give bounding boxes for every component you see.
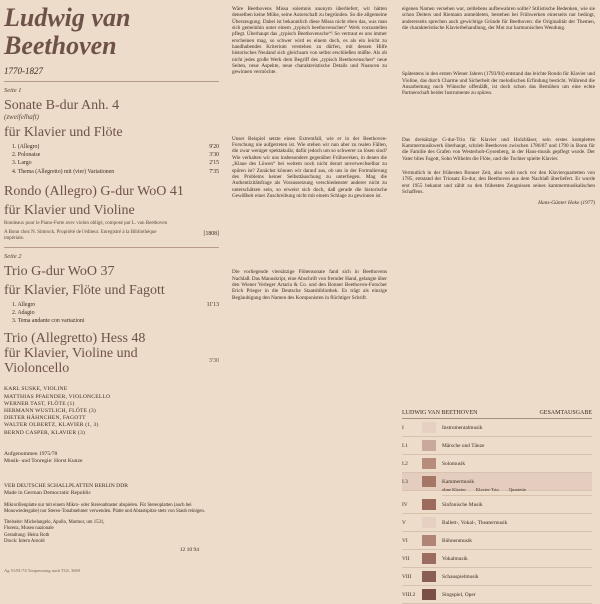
- label-block: [4, 483, 219, 497]
- credits: [4, 520, 219, 545]
- divider: [4, 247, 219, 248]
- track-name: 3. Tema andante con variazioni: [12, 318, 85, 325]
- work1-tracks: [4, 143, 219, 176]
- label-line: VEB DEUTSCHE SCHALLPLATTEN BERLIN DDR: [4, 482, 128, 489]
- tracklist-column: [4, 0, 219, 581]
- track-name: 2. Adagio: [12, 310, 35, 317]
- track-row: [4, 317, 219, 325]
- work1-title: Sonate B-dur Anh. 4: [4, 98, 120, 113]
- legend-row-label: Bühnenmusik: [442, 537, 472, 544]
- pressing-note: Ag 51/81/74 Tonpressung nach TGL 3669: [4, 568, 80, 573]
- track-row: [4, 168, 219, 176]
- legend-row: [402, 550, 592, 568]
- work4-time: 3'30: [208, 357, 219, 364]
- track-row: [4, 151, 219, 159]
- legend-row-number: I.2: [402, 460, 408, 467]
- credit-line: Druck: Intern Arnold: [4, 538, 45, 544]
- legend-row-label: Schauspielmusik: [442, 573, 479, 580]
- divider: [4, 81, 219, 82]
- label-line: Made in German Democratic Republic: [4, 489, 91, 496]
- legend-swatch: [422, 553, 436, 564]
- recording-info: [4, 451, 219, 465]
- legend-row-label: Solomusik: [442, 460, 466, 467]
- author-signature: Hans-Günter Hoke (1977): [538, 199, 595, 206]
- legend-swatch: [422, 458, 436, 469]
- performer: WERNER TAST, FLÖTE (1): [4, 400, 75, 407]
- legend-swatch: [422, 517, 436, 528]
- legend-sub-item: Quartette: [508, 487, 526, 492]
- legend-row-number: VIII.2: [402, 591, 416, 598]
- edition-legend: [402, 410, 592, 604]
- liner-notes-column-2: [402, 6, 595, 206]
- paragraph: Die vorliegende viersätzige Flötensonate fand sich in Beethovens Nachlaß. Das Manuskript, eine Abschrift von fremder Hand, gelangte über den Wiener Verleger Artaria & Co. und den Bonner Beethoven-Forscher Erich Prieger in die Deutsche Staatsbibliothek. Es trägt als einzige Beglaubigung den Namen des Komponisten in flüchtiger Schrift.: [232, 269, 387, 301]
- legend-row-number: VII: [402, 555, 410, 562]
- track-row: [4, 309, 219, 317]
- legal-text: Mikrorillenplatte nur mit einem Mikro- oder Stereoabtaster abspielen. Für Stereoplatten (auch bei Monowiedergabe) nur Stereo-Tonabnehmer verwenden. Platte und Abtastspitze stets von Staub reinigen.: [4, 502, 205, 515]
- recording-line: Musik- und Tonregie: Horst Kunze: [4, 457, 83, 464]
- legend-rows: [402, 419, 592, 604]
- legend-row-label: Ballett-, Vokal-, Theatermusik: [442, 519, 508, 526]
- performer: HERMANN WUSTLICH, FLÖTE (3): [4, 408, 96, 415]
- legend-swatch: [422, 440, 436, 451]
- legend-row-number: V: [402, 519, 406, 526]
- legend-swatch: [422, 499, 436, 510]
- legend-row: [402, 586, 592, 604]
- work2-note2: A Bonn chez N. Simrock. Propriété de l'éditeur. Enregistré à la Bibliothèque impériale.: [4, 229, 157, 241]
- track-time: 3'30: [209, 152, 219, 159]
- legend-row: [402, 419, 592, 437]
- composer-dates: 1770-1827: [4, 66, 43, 76]
- legend-swatch: [422, 476, 436, 487]
- performers-list: [4, 386, 219, 436]
- legend-swatch: [422, 589, 436, 600]
- legend-subtitle: GESAMTAUSGABE: [539, 410, 592, 416]
- work2-scoring: für Klavier und Violine: [4, 202, 135, 218]
- paragraph: Das dreisätzige G-dur-Trio für Klavier und Holzbläser, sein erstes komplettes Kammermusikwerk überhaupt, schrieb Beethoven zwischen 1786/87 und 1790 in Bonn für die Familie des Grafen von Westerholt-Gysenberg, in der Haus-musik gepflegt wurde. Der Vater blies Fagott, Sohn Wilhelm die Flöte, und die Tochter spielte Klavier.: [402, 136, 595, 162]
- side-2-label: Seite 2: [4, 252, 22, 260]
- credit-line: Gestaltung: Heinz Roth: [4, 532, 50, 538]
- legend-swatch: [422, 571, 436, 582]
- work2-note1: Rondeaux pour le Piano-Forte avec violon obligé, composé par L. van Beethoven: [4, 220, 168, 226]
- performer: BERND CASPER, KLAVIER (3): [4, 429, 86, 436]
- paragraph: Spätestens in den ersten Wiener Jahren (1793/94) entstand das leichte Rondo für Klavier und Violine, das durch Charme und Sicherheit der melodischen Erfindung besticht. Während die Ausarbeitung noch Wünsche offenläßt, ist doch schon das Bemühen um eine echte Partnerschaft beider Instrumente zu spüren.: [402, 71, 595, 97]
- legend-row-label: Instrumentalmusik: [442, 424, 483, 431]
- performer: MATTHIAS PFAENDER, VIOLONCELLO: [4, 393, 111, 400]
- work2-time: [1808]: [203, 230, 219, 237]
- work1-scoring: für Klavier und Flöte: [4, 125, 123, 140]
- legend-sub-items: [442, 487, 592, 496]
- track-time: 7'35: [209, 168, 219, 175]
- track-row: [4, 301, 219, 309]
- paragraph: eigenen Namen versehen war, zeitlebens aufbewahren sollte? Stilistische Bedenken, wie sie schon Deiters und Riemann anmeldeten, bestehen bei Frühwerken einerseits nur bedingt, andererseits sprechen auch gewichtige Gründe für Beethoven: die Originalität der Themen, die charakteristische Klavierbehandlung, der Mut zur harmonischen Wendung.: [402, 6, 595, 32]
- credit-line: Titelseite: Michelangelo, Apollo, Marmor, um 1531,: [4, 520, 105, 526]
- track-name: 4. Thema (Allegretto) mit (vier) Variationen: [12, 168, 115, 175]
- legend-row: [402, 437, 592, 455]
- track-name: 1. (Allegro): [12, 144, 40, 150]
- legend-swatch: [422, 422, 436, 433]
- legend-row-number: I.3: [402, 478, 408, 485]
- track-time: 9'20: [209, 144, 219, 150]
- track-row: [4, 159, 219, 167]
- legend-row-number: IV: [402, 501, 408, 508]
- side-1-label: Seite 1: [4, 87, 22, 94]
- legend-title: LUDWIG VAN BEETHOVEN: [402, 410, 478, 416]
- paragraph: Wäre Beethovens Missa solemnis anonym überliefert, wir hätten denselben keine Mühe, seine Autorschaft zu begründen. So die allgemeine Überzeugung. Dabei ist bekanntlich diese Missa nicht eben das, was man sich gemeinhin unter einem „typisch beethovenschen“ Werk vorzustellen pflegt. Überhaupt das „typisch Beethovensche“! So vertraut es uns immer erscheinen mag, so schwer wird es einem doch, es als ein leicht zu handhabendes Kriterium verstehen zu dürfen, mit dessen Hilfe historisches Neuland sich gleichsam von selbst erschließen müßte. Als ob nicht jedes große Werk dem Begriff des „typisch Beethovenschen“ neue Seiten, neue Aspekte, neue charakteristische Details und Nuancen zu gewinnen vermöchte.: [232, 6, 387, 76]
- legend-sub-item: Klavier-Trio: [475, 487, 499, 492]
- work2-title: Rondo (Allegro) G-dur WoO 41: [4, 183, 184, 199]
- legend-row: [402, 568, 592, 586]
- catalog-number: 12 10 94: [179, 547, 199, 553]
- legend-row-number: VI: [402, 537, 408, 544]
- work4-title: Trio (Allegretto) Hess 48: [4, 331, 146, 347]
- legend-row: [402, 532, 592, 550]
- legend-row-number: VIII: [402, 573, 412, 580]
- track-time: 11'13: [206, 301, 219, 308]
- track-name: 2. Polonaise: [12, 152, 41, 159]
- work3-tracks: [4, 301, 219, 326]
- performer: KARL SUSKE, VIOLINE: [4, 386, 68, 393]
- work1-subtitle: (zweifelhaft): [4, 113, 39, 121]
- work3-title: Trio G-dur WoO 37: [4, 263, 115, 279]
- track-time: 2'15: [209, 160, 219, 167]
- legend-row-number: I: [402, 424, 404, 431]
- track-name: 1. Allegro: [12, 301, 36, 308]
- performer: WALTER OLBERTZ, KLAVIER (1, 3): [4, 422, 99, 429]
- track-name: 3. Largo: [12, 160, 32, 167]
- track-row: [4, 143, 219, 151]
- legend-sub-item: ohne Klavier: [442, 487, 466, 492]
- legend-row: [402, 514, 592, 532]
- recording-line: Aufgenommen 1975/78: [4, 450, 58, 457]
- liner-notes-column-1: [232, 6, 387, 305]
- performer: DIETER HÄHNCHEN, FAGOTT: [4, 415, 86, 422]
- legend-header: [402, 410, 592, 419]
- legend-swatch: [422, 535, 436, 546]
- paragraph: Unser Beispiel setzte einen Extremfall, wie er in der Beethoven-Forschung nie aufgetreten ist. Wie stehen wir nun aber zu realen Fällen, die zwar weniger spektakulär, dafür jedoch um so schwerer zu lösen sind? Wie verhalten wir uns insbesondere gegenüber Frühwerken, in denen die „Klaue des Löwen“ bei weitem noch nicht derart unverwechselbar zu spüren ist? Zunächst können wir darauf aus, ob uns in der Formulierung des Problems keiner Selbsttäuschung zu unterliegen. Mag die Authentizitätsfrage als Voraussetzung verschiedenster anderer nicht zu unterschätzen sein, so erweist sich doch, daß gerade die historische Gewißheit einer Zuschreibung nicht mit einem Schlage zu gewinnen ist.: [232, 135, 387, 199]
- work4-scoring: für Klavier, Violine und Violoncello: [4, 346, 138, 377]
- legend-row-label: Märsche und Tänze: [442, 442, 485, 449]
- legend-row-label: Vokalmusik: [442, 555, 468, 562]
- legend-row-label: Kammermusik: [442, 478, 475, 485]
- paragraph: Vermutlich in der frühesten Bonner Zeit, also wohl noch vor den Klavierquartetten von 1785, entstand der Triosatz Es-dur, den Beethoven aus dem Nachlaß überliefert. Er wurde erst 1955 bekannt und zählt zu den frühesten Zeugnissen seines kammermusikalischen Schaffens.: [402, 170, 595, 196]
- legend-row: [402, 455, 592, 473]
- work2-note2-row: [4, 230, 219, 242]
- credit-line: Florenz, Museo nazionale: [4, 526, 54, 532]
- work4-scoring-row: [4, 346, 219, 376]
- composer-name: Ludwig van Beethoven: [4, 3, 131, 60]
- legend-row-label: Singspiel, Oper: [442, 591, 476, 598]
- work3-scoring: für Klavier, Flöte und Fagott: [4, 282, 165, 298]
- legend-row-number: I.1: [402, 442, 408, 449]
- legend-row-label: Sinfonische Musik: [442, 501, 483, 508]
- legend-row: [402, 496, 592, 514]
